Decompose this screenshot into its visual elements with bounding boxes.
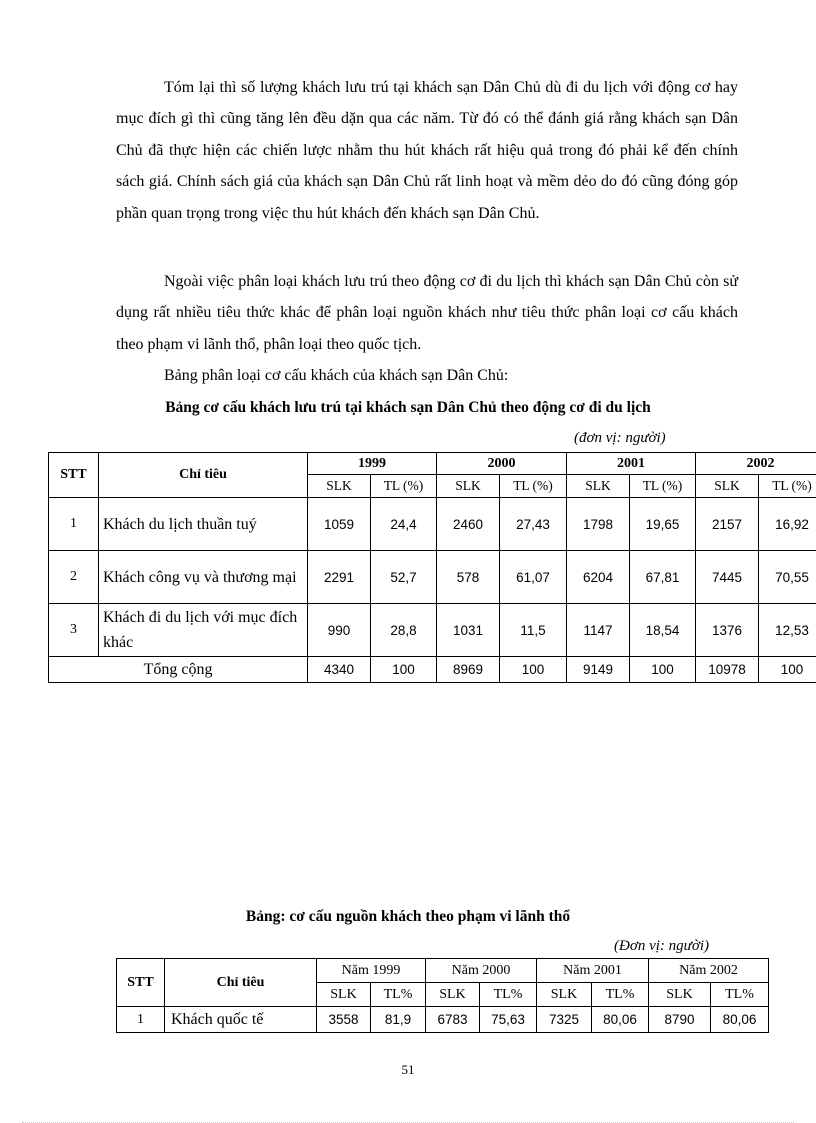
total-tl: 100 xyxy=(371,657,437,683)
paragraph-summary: Tóm lại thì số lượng khách lưu trú tại khách sạn Dân Chủ dù đi du lịch với động cơ hay mục đích gì thì cũng tăng lên đều dặn qua các năm. Từ đó có thể đánh giá rằng khách sạn Dân Chủ đã thực hiện các chiến lược nhằm thu hút khách rất hiệu quả trong đó phải kể đến chính sách giá. Chính sách giá của khách sạn Dân Chủ rất linh hoạt và mềm dẻo do đó cũng đóng góp phần quan trọng trong việc thu hút khách đến khách sạn Dân Chủ. xyxy=(116,79,738,222)
total-tl: 100 xyxy=(500,657,567,683)
cell-slk: 7445 xyxy=(696,551,759,604)
table1-caption: Bảng cơ cấu khách lưu trú tại khách sạn Dân Chủ theo động cơ đi du lịch xyxy=(165,399,651,416)
cell-slk: 1031 xyxy=(437,604,500,657)
header-stt: STT xyxy=(117,959,165,1007)
cell-tl: 67,81 xyxy=(630,551,696,604)
cell-slk: 3558 xyxy=(317,1007,371,1033)
header-tl: TL (%) xyxy=(630,475,696,498)
header-indicator: Chỉ tiêu xyxy=(99,453,308,498)
total-slk: 9149 xyxy=(567,657,630,683)
table2-caption: Bảng: cơ cấu nguồn khách theo phạm vi lãnh thổ xyxy=(245,908,571,925)
table-header-row xyxy=(117,959,769,983)
cell-slk: 2291 xyxy=(308,551,371,604)
cell-slk: 1059 xyxy=(308,498,371,551)
paragraph-classification: Ngoài việc phân loại khách lưu trú theo động cơ đi du lịch thì khách sạn Dân Chủ còn sử dụng rất nhiều tiêu thức khác để phân loại nguồn khách như tiêu thức phân loại cơ cấu khách theo phạm vi lãnh thổ, phân loại theo quốc tịch. xyxy=(116,273,738,353)
table-total-row xyxy=(49,657,816,683)
header-slk: SLK xyxy=(308,475,371,498)
header-year: 2001 xyxy=(567,453,696,475)
header-stt: STT xyxy=(49,453,99,498)
header-tl: TL% xyxy=(711,983,769,1007)
header-tl: TL (%) xyxy=(759,475,816,498)
total-tl: 100 xyxy=(759,657,816,683)
row-stt: 1 xyxy=(117,1007,165,1033)
table-row xyxy=(49,551,816,604)
row-stt: 2 xyxy=(49,551,99,604)
header-indicator: Chỉ tiêu xyxy=(165,959,317,1007)
total-slk: 10978 xyxy=(696,657,759,683)
row-indicator: Khách đi du lịch với mục đích khác xyxy=(99,604,308,657)
cell-tl: 61,07 xyxy=(500,551,567,604)
row-stt: 1 xyxy=(49,498,99,551)
cell-tl: 80,06 xyxy=(711,1007,769,1033)
header-tl: TL% xyxy=(371,983,426,1007)
header-slk: SLK xyxy=(317,983,371,1007)
header-slk: SLK xyxy=(567,475,630,498)
table-row xyxy=(49,604,816,657)
header-slk: SLK xyxy=(649,983,711,1007)
row-indicator: Khách công vụ và thương mại xyxy=(99,551,308,604)
header-year: Năm 1999 xyxy=(317,959,426,983)
cell-tl: 11,5 xyxy=(500,604,567,657)
cell-slk: 578 xyxy=(437,551,500,604)
cell-tl: 80,06 xyxy=(592,1007,649,1033)
total-slk: 4340 xyxy=(308,657,371,683)
header-slk: SLK xyxy=(437,475,500,498)
cell-slk: 1147 xyxy=(567,604,630,657)
table-row xyxy=(49,498,816,551)
header-tl: TL (%) xyxy=(500,475,567,498)
total-slk: 8969 xyxy=(437,657,500,683)
header-year: 2002 xyxy=(696,453,816,475)
cell-tl: 27,43 xyxy=(500,498,567,551)
table-territory xyxy=(116,958,769,1033)
header-year: Năm 2000 xyxy=(426,959,537,983)
header-tl: TL% xyxy=(480,983,537,1007)
cell-tl: 70,55 xyxy=(759,551,816,604)
cell-tl: 19,65 xyxy=(630,498,696,551)
cell-slk: 1376 xyxy=(696,604,759,657)
header-year: Năm 2002 xyxy=(649,959,769,983)
header-slk: SLK xyxy=(696,475,759,498)
cell-slk: 2157 xyxy=(696,498,759,551)
table1-unit: (đơn vị: người) xyxy=(574,430,666,446)
paragraph-table-intro: Bảng phân loại cơ cấu khách của khách sạn Dân Chủ: xyxy=(164,367,509,384)
header-year: Năm 2001 xyxy=(537,959,649,983)
header-tl: TL (%) xyxy=(371,475,437,498)
cell-tl: 81,9 xyxy=(371,1007,426,1033)
total-label: Tổng cộng xyxy=(49,657,308,683)
header-tl: TL% xyxy=(592,983,649,1007)
table2-unit: (Đơn vị: người) xyxy=(614,938,710,954)
row-indicator: Khách quốc tế xyxy=(165,1007,317,1033)
table-row xyxy=(117,1007,769,1033)
header-slk: SLK xyxy=(426,983,480,1007)
cell-slk: 2460 xyxy=(437,498,500,551)
header-year: 1999 xyxy=(308,453,437,475)
cell-slk: 7325 xyxy=(537,1007,592,1033)
header-year: 2000 xyxy=(437,453,567,475)
table-header-row xyxy=(49,453,816,475)
row-indicator: Khách du lịch thuần tuý xyxy=(99,498,308,551)
cell-tl: 52,7 xyxy=(371,551,437,604)
cell-tl: 12,53 xyxy=(759,604,816,657)
cell-slk: 6783 xyxy=(426,1007,480,1033)
cell-tl: 75,63 xyxy=(480,1007,537,1033)
cell-slk: 8790 xyxy=(649,1007,711,1033)
cell-tl: 24,4 xyxy=(371,498,437,551)
header-slk: SLK xyxy=(537,983,592,1007)
cell-slk: 6204 xyxy=(567,551,630,604)
total-tl: 100 xyxy=(630,657,696,683)
cell-slk: 990 xyxy=(308,604,371,657)
table-travel-motive xyxy=(48,452,816,683)
cell-tl: 28,8 xyxy=(371,604,437,657)
cell-tl: 16,92 xyxy=(759,498,816,551)
page-number: 51 xyxy=(401,1062,415,1077)
cell-slk: 1798 xyxy=(567,498,630,551)
cell-tl: 18,54 xyxy=(630,604,696,657)
row-stt: 3 xyxy=(49,604,99,657)
